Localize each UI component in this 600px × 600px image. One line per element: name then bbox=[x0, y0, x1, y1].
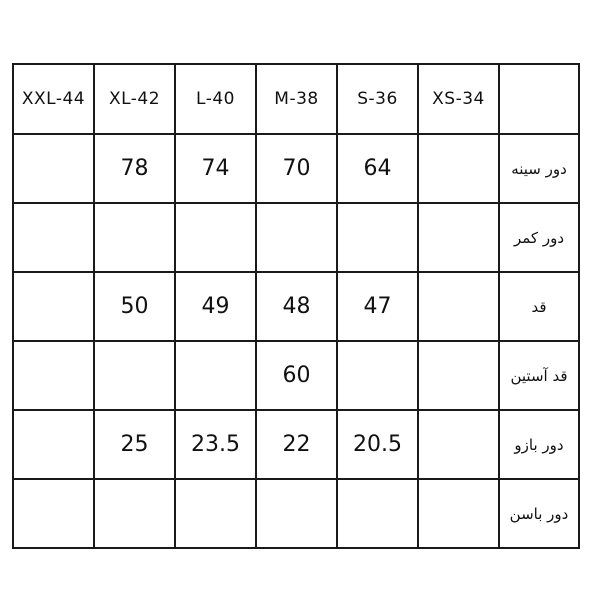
table-row bbox=[13, 479, 579, 548]
value-cell: 74 bbox=[175, 134, 256, 203]
table-row bbox=[13, 203, 579, 272]
value-cell bbox=[418, 272, 499, 341]
value-cell: 23.5 bbox=[175, 410, 256, 479]
value-cell: 70 bbox=[256, 134, 337, 203]
header-row bbox=[13, 64, 579, 134]
size-chart-table bbox=[12, 63, 580, 549]
value-cell bbox=[13, 479, 94, 548]
value-cell bbox=[13, 341, 94, 410]
value-cell bbox=[418, 479, 499, 548]
value-cell bbox=[256, 479, 337, 548]
value-cell bbox=[337, 479, 418, 548]
size-header-s: S-36 bbox=[337, 64, 418, 134]
value-cell bbox=[337, 341, 418, 410]
value-cell: 64 bbox=[337, 134, 418, 203]
value-cell bbox=[418, 341, 499, 410]
value-cell bbox=[418, 410, 499, 479]
row-label-text: دور باسن bbox=[509, 504, 569, 523]
row-label bbox=[499, 410, 579, 479]
value-cell: 25 bbox=[94, 410, 175, 479]
table-row bbox=[13, 341, 579, 410]
value-cell: 20.5 bbox=[337, 410, 418, 479]
value-cell bbox=[337, 203, 418, 272]
row-label-text: دور کمر bbox=[513, 228, 565, 247]
value-cell bbox=[175, 479, 256, 548]
value-cell: 49 bbox=[175, 272, 256, 341]
value-cell: 78 bbox=[94, 134, 175, 203]
row-label-text: قد آستین bbox=[510, 366, 568, 385]
value-cell: 22 bbox=[256, 410, 337, 479]
row-label bbox=[499, 272, 579, 341]
table-row bbox=[13, 134, 579, 203]
row-label bbox=[499, 341, 579, 410]
value-cell bbox=[418, 134, 499, 203]
size-header-xl: XL-42 bbox=[94, 64, 175, 134]
value-cell bbox=[175, 341, 256, 410]
table-row bbox=[13, 410, 579, 479]
value-cell bbox=[175, 203, 256, 272]
value-cell: 48 bbox=[256, 272, 337, 341]
value-cell: 60 bbox=[256, 341, 337, 410]
value-cell bbox=[94, 341, 175, 410]
table-row bbox=[13, 272, 579, 341]
row-label bbox=[499, 479, 579, 548]
value-cell bbox=[418, 203, 499, 272]
size-header-m: M-38 bbox=[256, 64, 337, 134]
value-cell: 47 bbox=[337, 272, 418, 341]
value-cell bbox=[13, 203, 94, 272]
value-cell bbox=[13, 272, 94, 341]
size-header-xxl: XXL-44 bbox=[13, 64, 94, 134]
size-header-l: L-40 bbox=[175, 64, 256, 134]
value-cell bbox=[13, 410, 94, 479]
size-header-xs: XS-34 bbox=[418, 64, 499, 134]
value-cell bbox=[94, 203, 175, 272]
corner-cell bbox=[499, 64, 579, 134]
row-label-text: قد bbox=[531, 297, 547, 316]
value-cell: 50 bbox=[94, 272, 175, 341]
row-label-text: دور بازو bbox=[514, 435, 564, 454]
row-label bbox=[499, 134, 579, 203]
value-cell bbox=[256, 203, 337, 272]
row-label-text: دور سینه bbox=[511, 159, 567, 178]
value-cell bbox=[94, 479, 175, 548]
row-label bbox=[499, 203, 579, 272]
value-cell bbox=[13, 134, 94, 203]
